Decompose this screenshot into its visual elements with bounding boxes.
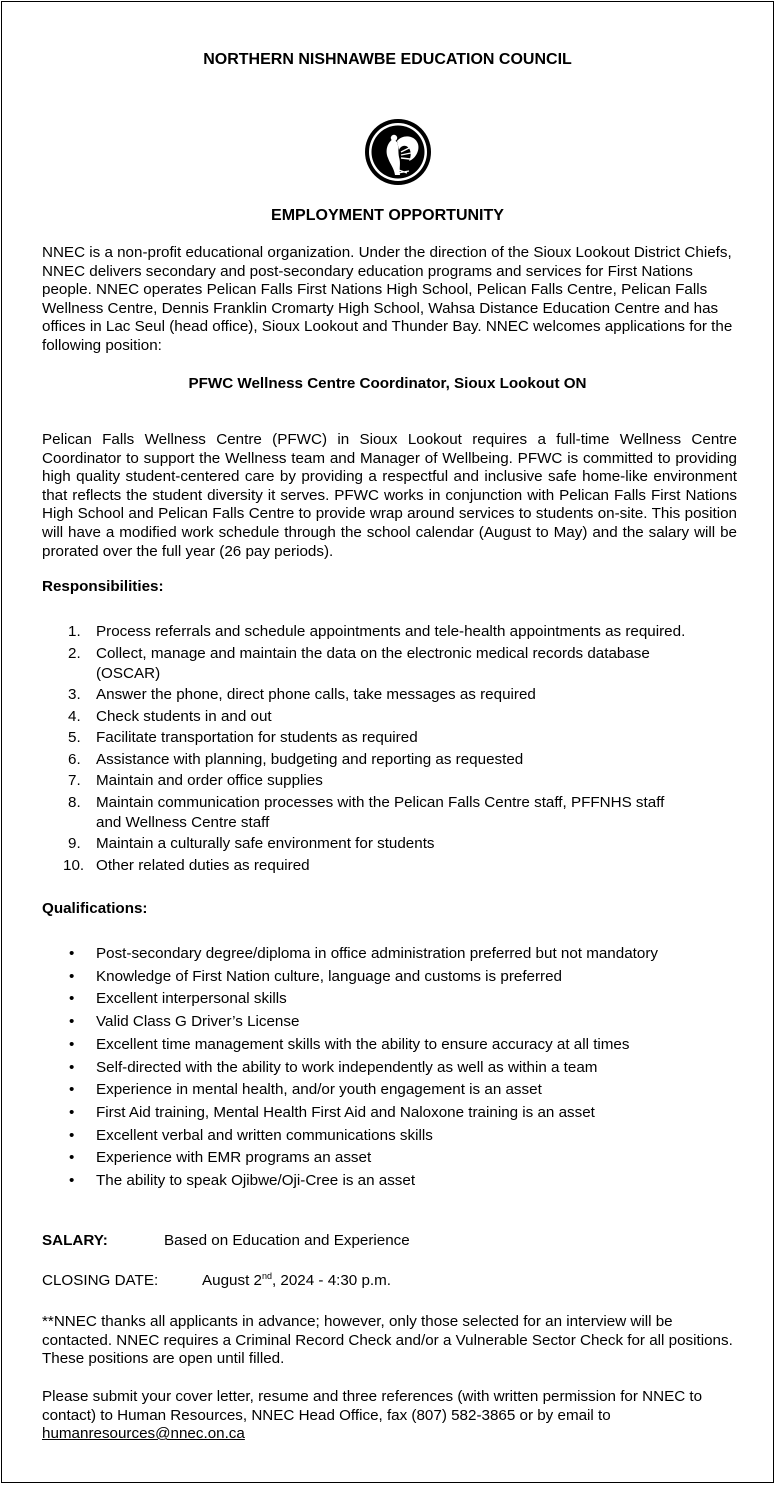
list-item (42, 792, 742, 834)
organization-name: NORTHERN NISHNAWBE EDUCATION COUNCIL (203, 51, 572, 68)
item-number: 1. (68, 623, 81, 640)
item-number: 8. (68, 793, 81, 811)
list-item (42, 966, 742, 989)
list-item (42, 770, 742, 792)
list-item (42, 1057, 742, 1080)
bullet-icon: • (69, 967, 75, 985)
item-number: 7. (68, 772, 81, 789)
item-text: Maintain a culturally safe environment for students (96, 835, 435, 852)
item-number: 10. (63, 856, 85, 874)
list-item (42, 727, 742, 749)
list-item (42, 943, 742, 966)
list-item (42, 988, 742, 1011)
position-title: PFWC Wellness Centre Coordinator, Sioux Lookout ON (188, 375, 587, 392)
item-text: Assistance with planning, budgeting and reporting as requested (96, 750, 524, 768)
responsibilities-list (42, 621, 742, 876)
bullet-icon: • (69, 1058, 75, 1076)
salary-label: SALARY: (42, 1232, 108, 1249)
position-description: Pelican Falls Wellness Centre (PFWC) in Sioux Lookout requires a full-time Wellness Centre Coordinator to support the Wellness team and Manager of Wellbeing. PFWC is committed to providing high quality student-centered care by providing a respectful and inclusive safe home-like environment that reflects the student diversity it serves. PFWC works in conjunction with Pelican Falls First Nations High School and Pelican Falls Centre to provide wrap around services to students on-site. This position will have a modified work schedule through the school calendar (August to May) and the salary will be prorated over the full year (26 pay periods). (42, 431, 737, 560)
bullet-icon: • (69, 990, 75, 1008)
item-text: Experience with EMR programs an asset (96, 1149, 372, 1167)
bullet-icon: • (69, 1013, 75, 1031)
item-number: 5. (68, 729, 81, 746)
closing-date-row (42, 1272, 391, 1289)
item-text: Check students in and out (96, 707, 272, 725)
email-link[interactable]: humanresources@nnec.on.ca (42, 1425, 245, 1443)
item-text: Experience in mental health, and/or youth engagement is an asset (96, 1081, 542, 1099)
bullet-icon: • (69, 1172, 75, 1190)
list-item (42, 855, 742, 877)
item-text (96, 794, 742, 834)
item-text: Answer the phone, direct phone calls, take messages as required (96, 686, 536, 703)
closing-date-suffix: , 2024 - 4:30 p.m. (271, 1272, 392, 1289)
list-item (42, 833, 742, 855)
item-text: Self-directed with the ability to work independently as well as within a team (96, 1058, 598, 1076)
item-number: 3. (68, 686, 81, 703)
closing-date-label: CLOSING DATE: (42, 1272, 159, 1289)
item-text: Maintain and order office supplies (96, 772, 323, 789)
item-text-line2: and Wellness Centre staff (96, 814, 270, 831)
job-posting-page (1, 1, 774, 1483)
list-item (42, 1079, 742, 1102)
item-text: First Aid training, Mental Health First Aid and Naloxone training is an asset (96, 1103, 595, 1121)
bullet-icon: • (69, 1103, 75, 1121)
list-item (42, 621, 742, 643)
item-text: Excellent time management skills with the ability to ensure accuracy at all times (96, 1035, 630, 1053)
item-number: 9. (68, 835, 81, 852)
bullet-icon: • (69, 1081, 75, 1099)
closing-date-prefix: August 2 (202, 1272, 262, 1289)
submission-text: Please submit your cover letter, resume and three references (with written permission for NNEC to contact) to Human Resources, NNEC Head Office, fax (807) 582-3865 or by email to (42, 1388, 703, 1424)
intro-paragraph: NNEC is a non-profit educational organization. Under the direction of the Sioux Lookout District Chiefs, NNEC delivers secondary and post-secondary education programs and services for First Nations people. NNEC operates Pelican Falls First Nations High School, Pelican Falls Centre, Pelican Falls Wellness Centre, Dennis Franklin Cromarty High School, Wahsa Distance Education Centre and has offices in Lac Seul (head office), Sioux Lookout and Thunder Bay. NNEC welcomes applications for the following position: (42, 244, 733, 354)
bullet-icon: • (69, 945, 75, 962)
list-item (42, 1170, 742, 1193)
item-number: 4. (68, 707, 81, 725)
item-text: Other related duties as required (96, 856, 310, 874)
closing-date-value (202, 1272, 391, 1289)
item-text: Knowledge of First Nation culture, language and customs is preferred (96, 967, 562, 985)
item-text: The ability to speak Ojibwe/Oji-Cree is an asset (96, 1172, 416, 1190)
list-item (42, 643, 742, 685)
list-item (42, 1102, 742, 1125)
list-item (42, 706, 742, 728)
item-text: Post-secondary degree/diploma in office administration preferred but not mandatory (96, 945, 658, 962)
item-number: 2. (68, 644, 81, 662)
item-text: Excellent interpersonal skills (96, 990, 287, 1008)
list-item (42, 1125, 742, 1148)
bullet-icon: • (69, 1035, 75, 1053)
applicant-note: **NNEC thanks all applicants in advance; however, only those selected for an interview will be contacted. NNEC requires a Criminal Record Check and/or a Vulnerable Sector Check for all positions. These positions are open until filled. (42, 1313, 733, 1368)
item-text: Process referrals and schedule appointments and tele-health appointments as required. (96, 623, 686, 640)
bullet-icon: • (69, 1126, 75, 1144)
list-item (42, 749, 742, 771)
item-text: Facilitate transportation for students as required (96, 729, 418, 746)
qualifications-heading: Qualifications: (42, 900, 148, 917)
closing-date-ordinal: nd (261, 1271, 272, 1281)
qualifications-list (42, 943, 742, 1193)
item-number: 6. (68, 750, 81, 768)
nnec-logo-icon (363, 117, 433, 187)
item-text-line1: Maintain communication processes with the Pelican Falls Centre staff, PFFNHS staff (96, 793, 665, 811)
item-text: Valid Class G Driver’s License (96, 1013, 300, 1031)
salary-row (42, 1232, 410, 1249)
list-item (42, 1147, 742, 1170)
item-text: Excellent verbal and written communications skills (96, 1126, 433, 1144)
employment-opportunity-heading: EMPLOYMENT OPPORTUNITY (271, 207, 504, 224)
submission-instructions (42, 1388, 737, 1444)
bullet-icon: • (69, 1149, 75, 1167)
list-item (42, 1034, 742, 1057)
item-text-line1: Collect, manage and maintain the data on the electronic medical records database (96, 644, 650, 662)
list-item (42, 1011, 742, 1034)
salary-value: Based on Education and Experience (164, 1232, 410, 1249)
responsibilities-heading: Responsibilities: (42, 578, 164, 595)
list-item (42, 684, 742, 706)
item-text-line2: (OSCAR) (96, 665, 161, 682)
item-text (96, 645, 742, 685)
